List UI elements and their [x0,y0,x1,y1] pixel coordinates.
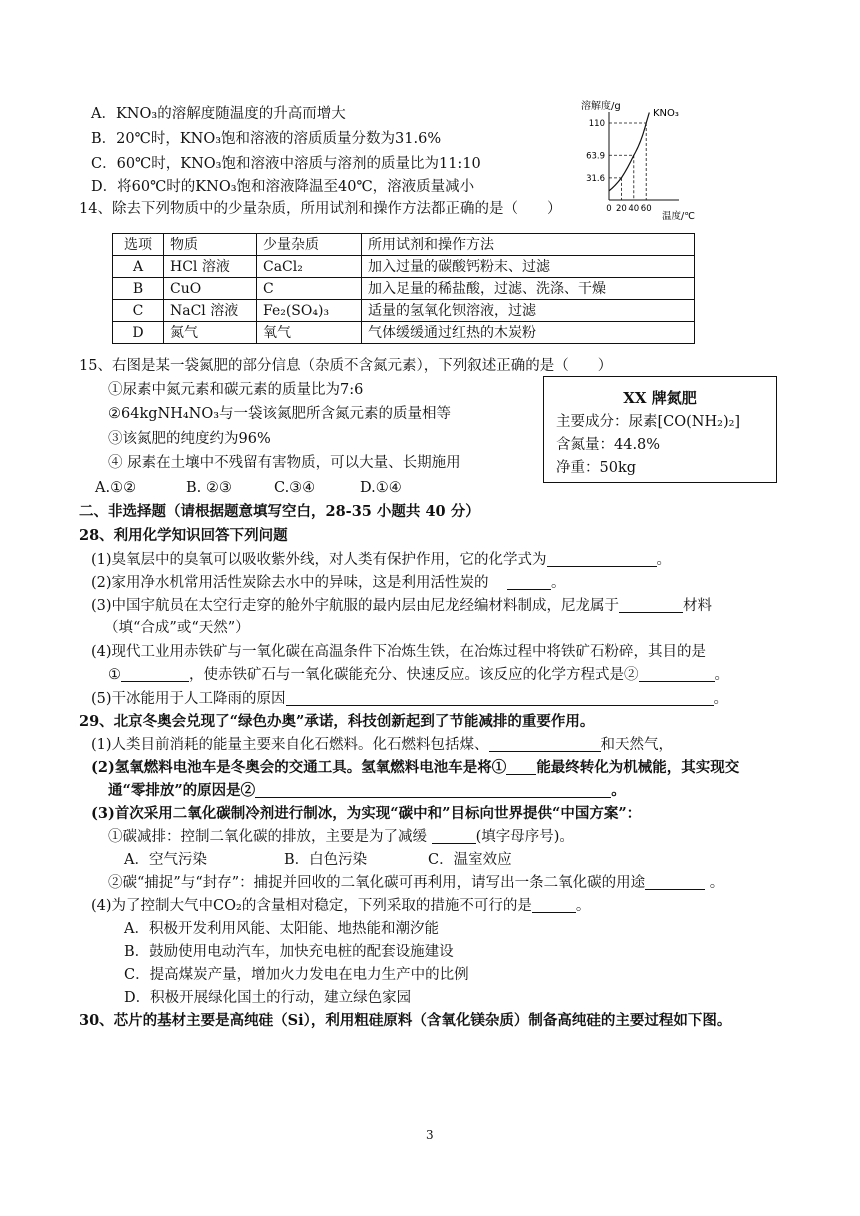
q29-part-3: (3)首次采用二氧化碳制冷剂进行制冰，为实现“碳中和”目标向世界提供“中国方案”： [91,805,642,822]
q29-part-2-suffix: 能最终转化为机械能，其实现交 [536,759,740,776]
q29-choice-a: A．空气污染 [124,852,207,868]
table-cell: 加入足量的稀盐酸，过滤、洗涤、干燥 [362,278,695,300]
answer-blank[interactable] [507,575,551,590]
answer-blank[interactable] [489,737,601,752]
chart-series-label: KNO₃ [653,108,679,119]
q29-part-4-text: (4)为了控制大气中CO₂的含量相对稳定，下列采取的措施不可行的是 [91,898,532,914]
q29-part-2-text: (2)氢氧燃料电池车是冬奥会的交通工具。氢氧燃料电池车是将① [91,759,507,776]
answer-blank[interactable] [619,598,683,613]
q29-option-b: B．鼓励使用电动汽车，加快充电桩的配套设施建设 [124,944,454,960]
page-number: 3 [426,1128,434,1142]
x-tick-label: 20 [615,204,627,214]
table-cell: HCl 溶液 [164,256,257,278]
q28-part-5-text: (5)干冰能用于人工降雨的原因 [91,691,286,707]
q29-part-3b-text: ②碳“捕捉”与“封存”：捕捉并回收的二氧化碳可再利用，请写出一条二氧化碳的用途 [108,875,646,891]
q28-part-3 [91,596,712,616]
q28-part-4-marker: ① [108,667,121,683]
q29-part-2-cont [108,781,626,801]
q28-part-4-text: ，使赤铁矿石与一氧化碳能充分、快速反应。该反应的化学方程式是② [189,667,639,683]
q15-option-a: A.①② [95,480,137,496]
answer-blank[interactable] [506,760,536,775]
q29-part-4 [91,896,590,916]
q29-part-3a-hint: (填字母序号)。 [475,829,574,845]
solubility-chart [565,96,710,222]
q13-option-b: B．20℃时，KNO₃饱和溶液的溶质质量分数为31.6% [91,131,442,147]
q14-table [112,233,695,344]
q29-part-1 [91,735,673,755]
table-header: 选项 [113,234,164,256]
q29-part-2-end: 。 [611,782,626,799]
q15-option-b: B. ②③ [186,480,232,496]
q29-part-3b-end: 。 [709,875,725,891]
q13-option-d: D．将60℃时的KNO₃饱和溶液降温至40℃，溶液质量减小 [91,179,475,195]
q28-part-1-end: 。 [656,552,672,568]
q29-part-3a [108,827,574,847]
x-tick-label: 0 [606,204,612,214]
q13-option-c: C．60℃时，KNO₃饱和溶液中溶质与溶剂的质量比为11:10 [91,156,481,172]
q29-part-4-end: 。 [575,898,591,914]
q28-part-5-end: 。 [713,691,729,707]
q28-part-3-text: (3)中国宇航员在太空行走穿的舱外宇航服的最内层由尼龙经编材料制成，尼龙属于 [91,598,620,614]
q29-choice-b: B．白色污染 [284,852,368,868]
q15-option-d: D.①④ [360,480,402,496]
table-cell: C [257,278,362,300]
answer-blank[interactable] [532,898,576,913]
q28-part-4: (4)现代工业用赤铁矿与一氧化碳在高温条件下冶炼生铁，在冶炼过程中将铁矿石粉碎，其目的是 [91,644,707,660]
answer-blank[interactable] [639,667,715,682]
fertilizer-brand: XX 牌氮肥 [623,389,697,407]
section-heading: 二、非选择题（请根据题意填写空白，28-35 小题共 40 分） [79,503,480,520]
chart-axes [609,112,679,200]
q29-part-3b [108,873,724,893]
table-cell: 氮气 [164,322,257,344]
q28-part-1-text: (1)臭氧层中的臭氧可以吸收紫外线，对人类有保护作用，它的化学式为 [91,552,547,568]
q29-part-2 [91,758,739,778]
table-row [113,300,695,322]
table-cell: 适量的氢氧化钡溶液，过滤 [362,300,695,322]
table-row [113,256,695,278]
y-tick-label: 31.6 [586,173,605,184]
table-row [113,322,695,344]
x-tick-label: 40 [628,204,640,214]
q28-part-5 [91,689,728,709]
q29-stem: 29、北京冬奥会兑现了“绿色办奥”承诺，科技创新起到了节能减排的重要作用。 [79,713,595,730]
q29-option-d: D．积极开展绿化国土的行动，建立绿色家园 [124,990,412,1006]
table-header: 所用试剂和操作方法 [362,234,695,256]
q28-part-3-hint: （填“合成”或“天然”） [104,620,250,636]
q29-part-1-text: (1)人类目前消耗的能量主要来自化石燃料。化石燃料包括煤、 [91,737,489,753]
q15-statement-3: ③该氮肥的纯度约为96% [108,431,271,447]
answer-blank[interactable] [286,691,714,706]
table-cell: C [113,300,164,322]
q28-part-3-suffix: 材料 [683,598,713,614]
q29-option-a: A．积极开发利用风能、太阳能、地热能和潮汐能 [124,921,439,937]
table-header: 物质 [164,234,257,256]
q15-statement-1: ①尿素中氮元素和碳元素的质量比为7:6 [108,382,364,398]
fertilizer-net-weight: 净重：50kg [556,460,637,476]
q28-part-1 [91,550,671,570]
table-cell: NaCl 溶液 [164,300,257,322]
y-tick-label: 63.9 [586,151,605,162]
q14-stem: 14、除去下列物质中的少量杂质，所用试剂和操作方法都正确的是（ ） [79,201,562,217]
table-cell: CuO [164,278,257,300]
q28-part-2 [91,573,565,593]
answer-blank[interactable] [547,552,657,567]
q15-option-c: C.③④ [274,480,316,496]
fertilizer-composition: 主要成分：尿素[CO(NH₂)₂] [556,414,741,430]
q29-part-1-suffix: 和天然气， [600,737,674,753]
table-cell: 气体缓缓通过红热的木炭粉 [362,322,695,344]
q29-option-c: C．提高煤炭产量，增加火力发电在电力生产中的比例 [124,967,469,983]
answer-blank[interactable] [121,667,189,682]
table-cell: A [113,256,164,278]
table-cell: Fe₂(SO₄)₃ [257,300,362,322]
q28-part-4-cont [108,665,729,685]
table-cell: B [113,278,164,300]
q15-statement-2: ②64kgNH₄NO₃与一袋该氮肥所含氮元素的质量相等 [108,406,452,422]
q28-part-4-end: 。 [714,667,729,683]
answer-blank[interactable] [255,783,611,798]
chart-xlabel: 温度/℃ [662,211,695,222]
answer-blank[interactable] [645,875,705,890]
q29-part-2-reason: 通“零排放”的原因是② [108,782,256,799]
q28-part-2-end: 。 [550,575,566,591]
q29-choice-c: C．温室效应 [428,852,512,868]
table-header: 少量杂质 [257,234,362,256]
q13-option-a: A．KNO₃的溶解度随温度的升高而增大 [91,106,346,122]
table-cell: 加入过量的碳酸钙粉末、过滤 [362,256,695,278]
q15-stem: 15、右图是某一袋氮肥的部分信息（杂质不含氮元素），下列叙述正确的是（ ） [79,358,613,374]
table-cell: D [113,322,164,344]
chart-guides [609,123,646,200]
q15-statement-4: ④ 尿素在土壤中不残留有害物质，可以大量、长期施用 [108,455,461,471]
q28-part-2-text: (2)家用净水机常用活性炭除去水中的异味，这是利用活性炭的 [91,575,489,591]
fertilizer-nitrogen-content: 含氮量：44.8% [556,437,661,453]
y-tick-label: 110 [588,119,605,129]
kno3-curve [609,113,649,191]
q29-part-3a-text: ①碳减排：控制二氧化碳的排放，主要是为了减缓 [108,829,427,845]
table-header-row [113,234,695,256]
q30-stem: 30、芯片的基材主要是高纯硅（Si），利用粗硅原料（含氧化镁杂质）制备高纯硅的主要过程如下图。 [79,1012,732,1029]
table-row [113,278,695,300]
chart-ylabel: 溶解度/g [581,101,621,112]
fertilizer-label-box [543,376,777,483]
answer-blank[interactable] [432,829,476,844]
table-cell: CaCl₂ [257,256,362,278]
x-tick-label: 60 [640,204,652,214]
q28-stem: 28、利用化学知识回答下列问题 [79,527,288,544]
table-cell: 氧气 [257,322,362,344]
